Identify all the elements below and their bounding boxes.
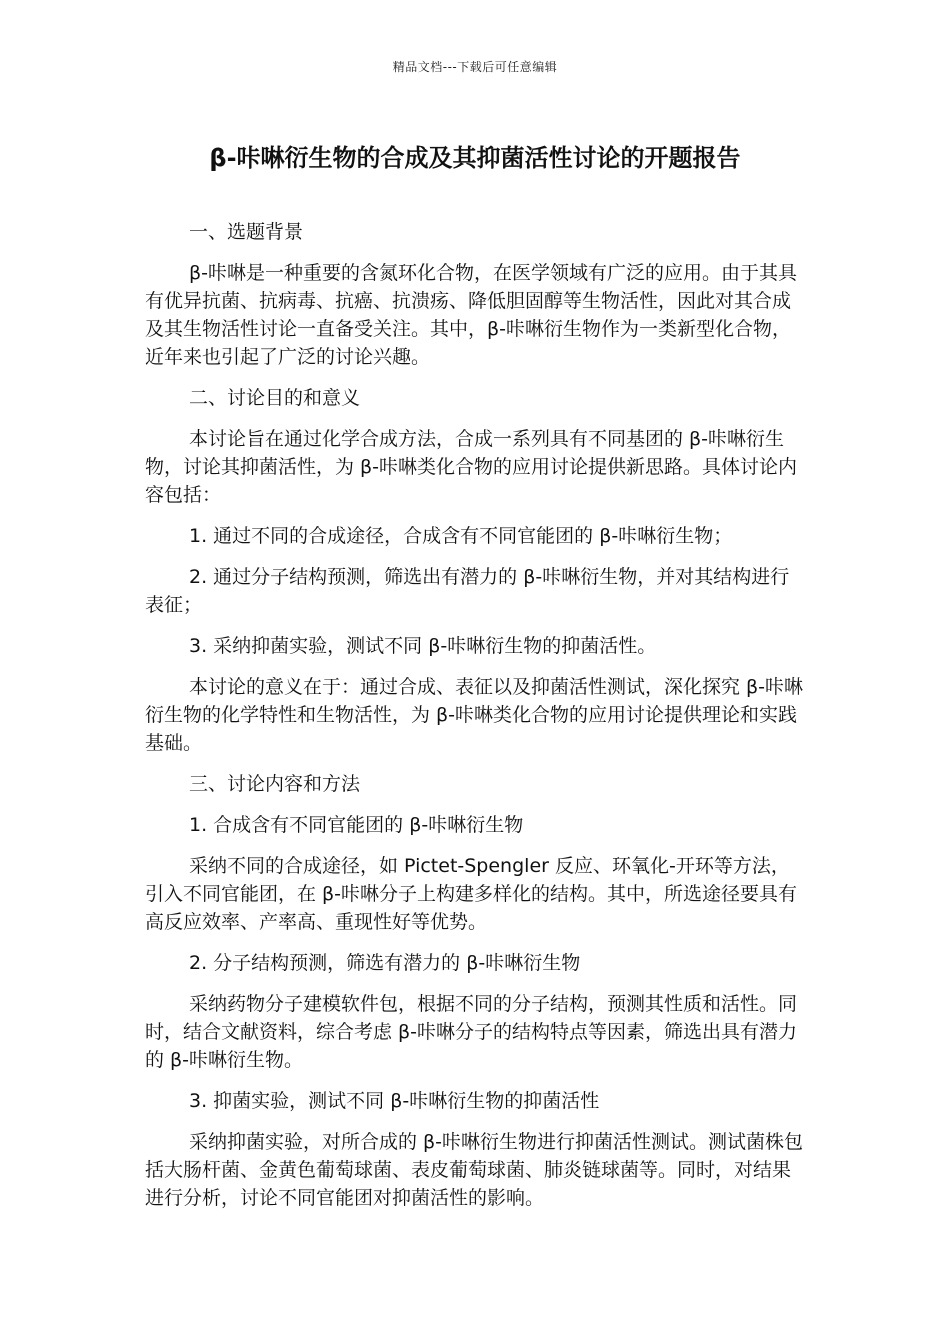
section-heading-background: 一、选题背景	[189, 221, 304, 243]
subheading-antibacterial: 3. 抑菌实验，测试不同 β-咔啉衍生物的抑菌活性	[189, 1090, 600, 1112]
list-item-2: 2. 通过分子结构预测，筛选出有潜力的 β-咔啉衍生物，并对其结构进行表征；	[145, 566, 790, 616]
document-body	[145, 218, 805, 1225]
paragraph-background: β-咔啉是一种重要的含氮环化合物，在医学领域有广泛的应用。由于其具有优异抗菌、抗病毒、抗癌、抗溃疡、降低胆固醇等生物活性，因此对其合成及其生物活性讨论一直备受关注。其中，β-咔啉衍生物作为一类新型化合物，近年来也引起了广泛的讨论兴趣。	[145, 262, 797, 368]
list-item-3: 3. 采纳抑菌实验，测试不同 β-咔啉衍生物的抑菌活性。	[189, 635, 657, 657]
paragraph-purpose: 本讨论旨在通过化学合成方法，合成一系列具有不同基团的 β-咔啉衍生物，讨论其抑菌活性，为 β-咔啉类化合物的应用讨论提供新思路。具体讨论内容包括：	[145, 428, 798, 506]
paragraph-prediction: 采纳药物分子建模软件包，根据不同的分子结构，预测其性质和活性。同时，结合文献资料，综合考虑 β-咔啉分子的结构特点等因素，筛选出具有潜力的 β-咔啉衍生物。	[145, 993, 798, 1071]
subheading-synthesis: 1. 合成含有不同官能团的 β-咔啉衍生物	[189, 814, 524, 836]
subheading-prediction: 2. 分子结构预测，筛选有潜力的 β-咔啉衍生物	[189, 952, 581, 974]
paragraph-antibacterial: 采纳抑菌实验，对所合成的 β-咔啉衍生物进行抑菌活性测试。测试菌株包括大肠杆菌、金黄色葡萄球菌、表皮葡萄球菌、肺炎链球菌等。同时，对结果进行分析，讨论不同官能团对抑菌活性的影响。	[145, 1131, 804, 1209]
list-item-1: 1. 通过不同的合成途径，合成含有不同官能团的 β-咔啉衍生物；	[189, 525, 733, 547]
section-heading-purpose: 二、讨论目的和意义	[189, 387, 361, 409]
header-note: 精品文档---下载后可任意编辑	[392, 60, 558, 74]
document-title: β-咔啉衍生物的合成及其抑菌活性讨论的开题报告	[209, 144, 741, 172]
section-heading-methods: 三、讨论内容和方法	[189, 773, 361, 795]
paragraph-significance: 本讨论的意义在于：通过合成、表征以及抑菌活性测试，深化探究 β-咔啉衍生物的化学特性和生物活性，为 β-咔啉类化合物的应用讨论提供理论和实践基础。	[145, 676, 804, 754]
paragraph-synthesis: 采纳不同的合成途径，如 Pictet-Spengler 反应、环氧化-开环等方法，引入不同官能团，在 β-咔啉分子上构建多样化的结构。其中，所选途径要具有高反应效率、产率高、重现性好等优势。	[145, 855, 798, 933]
